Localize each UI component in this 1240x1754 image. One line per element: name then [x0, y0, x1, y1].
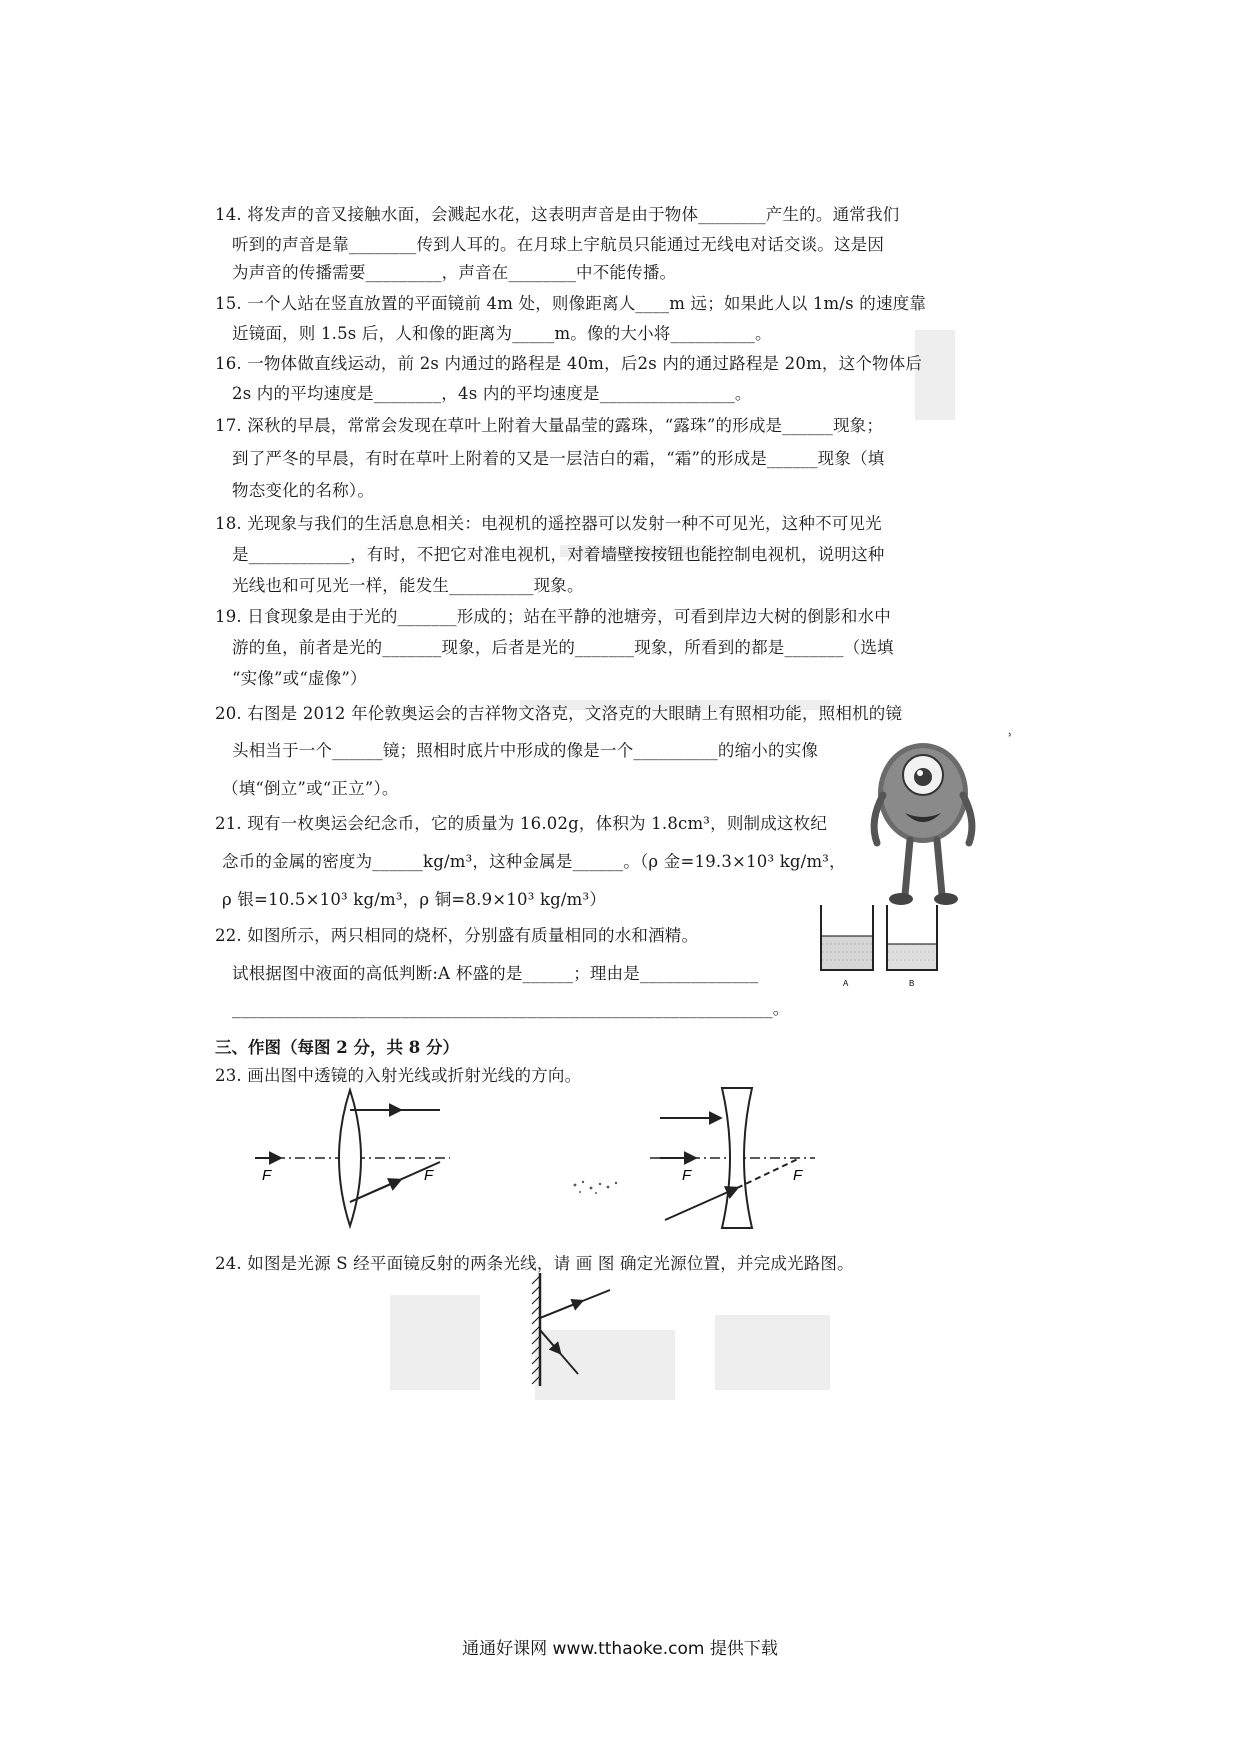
q15-line2: 近镜面，则 1.5s 后，人和像的距离为_____m。像的大小将__________。	[232, 324, 772, 343]
q18-line3: 光线也和可见光一样，能发生__________现象。	[232, 576, 584, 595]
q14-line1: 14. 将发声的音叉接触水面，会溅起水花，这表明声音是由于物体________产生的。通常我们	[215, 205, 900, 224]
beaker-b-label: B	[909, 979, 915, 988]
q19-line3: “实像”或“虚像”）	[232, 669, 367, 688]
q17-line1: 17. 深秋的早晨，常常会发现在草叶上附着大量晶莹的露珠，“露珠”的形成是______现象；	[215, 416, 884, 435]
scan-mark: ˒	[1008, 728, 1013, 744]
convex-lens-diagram	[255, 1090, 450, 1226]
beakers-figure	[815, 900, 945, 995]
footer-watermark: 通通好课网 www.tthaoke.com 提供下载	[462, 1639, 778, 1659]
q22-line1: 22. 如图所示，两只相同的烧杯，分别盛有质量相同的水和酒精。	[215, 926, 699, 945]
lens-diagrams	[240, 1080, 860, 1230]
scan-noise	[574, 1181, 618, 1194]
q19-line1: 19. 日食现象是由于光的_______形成的；站在平静的池塘旁，可看到岸边大树的倒影和水中	[215, 607, 891, 626]
q20-line1: 20. 右图是 2012 年伦敦奥运会的吉祥物文洛克，文洛克的大眼睛上有照相功能，照相机的镜	[215, 704, 903, 723]
q21-line2: 念币的金属的密度为______kg/m³，这种金属是______。（ρ 金=19.3×10³ kg/m³，	[222, 852, 846, 871]
q20-line3: （填“倒立”或“正立”）。	[222, 779, 399, 798]
q16-line1: 16. 一物体做直线运动，前 2s 内通过的路程是 40m，后2s 内的通过路程是 20m，这个物体后	[215, 354, 923, 373]
q18-line2: 是____________，有时，不把它对准电视机，对着墙壁按按钮也能控制电视机，说明这种	[232, 545, 885, 564]
scan-smudge	[390, 1295, 480, 1390]
q23-text: 23. 画出图中透镜的入射光线或折射光线的方向。	[215, 1066, 582, 1085]
q21-line3: ρ 银=10.5×10³ kg/m³，ρ 铜=8.9×10³ kg/m³）	[222, 890, 607, 909]
scan-smudge	[715, 1315, 830, 1390]
q19-line2: 游的鱼，前者是光的_______现象，后者是光的_______现象，所看到的都是_______（选填	[232, 638, 894, 657]
convex-focus-right: F	[424, 1167, 434, 1184]
q21-line1: 21. 现有一枚奥运会纪念币，它的质量为 16.02g，体积为 1.8cm³，则制成这枚纪	[215, 814, 828, 833]
q14-line2: 听到的声音是靠________传到人耳的。在月球上宇航员只能通过无线电对话交谈。这是因	[232, 235, 885, 254]
beaker-a-label: A	[843, 979, 849, 988]
q16-line2: 2s 内的平均速度是________，4s 内的平均速度是________________。	[232, 384, 752, 403]
q24-text: 24. 如图是光源 S 经平面镜反射的两条光线，请 画 图 确定光源位置，并完成光路图。	[215, 1254, 854, 1273]
q18-line1: 18. 光现象与我们的生活息息相关：电视机的遥控器可以发射一种不可见光，这种不可见光	[215, 514, 882, 533]
q17-line3: 物态变化的名称）。	[232, 481, 375, 500]
beaker-b	[887, 905, 937, 970]
concave-focus-left: F	[682, 1167, 692, 1184]
q22-line2: 试根据图中液面的高低判断:A 杯盛的是______；理由是______________	[232, 964, 759, 983]
q22-line3: ________________________________________________________________。	[232, 999, 790, 1018]
concave-focus-right: F	[793, 1167, 803, 1184]
q15-line1: 15. 一个人站在竖直放置的平面镜前 4m 处，则像距离人____m 远；如果此人以 1m/s 的速度靠	[215, 294, 927, 313]
beaker-a	[821, 905, 873, 970]
mascot-wenlock-figure	[865, 735, 980, 910]
section3-title: 三、作图（每图 2 分，共 8 分）	[215, 1038, 459, 1057]
plane-mirror-diagram	[520, 1268, 630, 1388]
q20-line2: 头相当于一个______镜；照相时底片中形成的像是一个__________的缩小的实像	[232, 741, 819, 760]
concave-lens-diagram	[650, 1088, 815, 1228]
convex-focus-left: F	[262, 1167, 272, 1184]
q17-line2: 到了严冬的早晨，有时在草叶上附着的又是一层洁白的霜，“霜”的形成是______现象（填	[232, 449, 885, 468]
scan-smudge	[915, 330, 955, 420]
q14-line3: 为声音的传播需要_________，声音在________中不能传播。	[232, 263, 677, 282]
